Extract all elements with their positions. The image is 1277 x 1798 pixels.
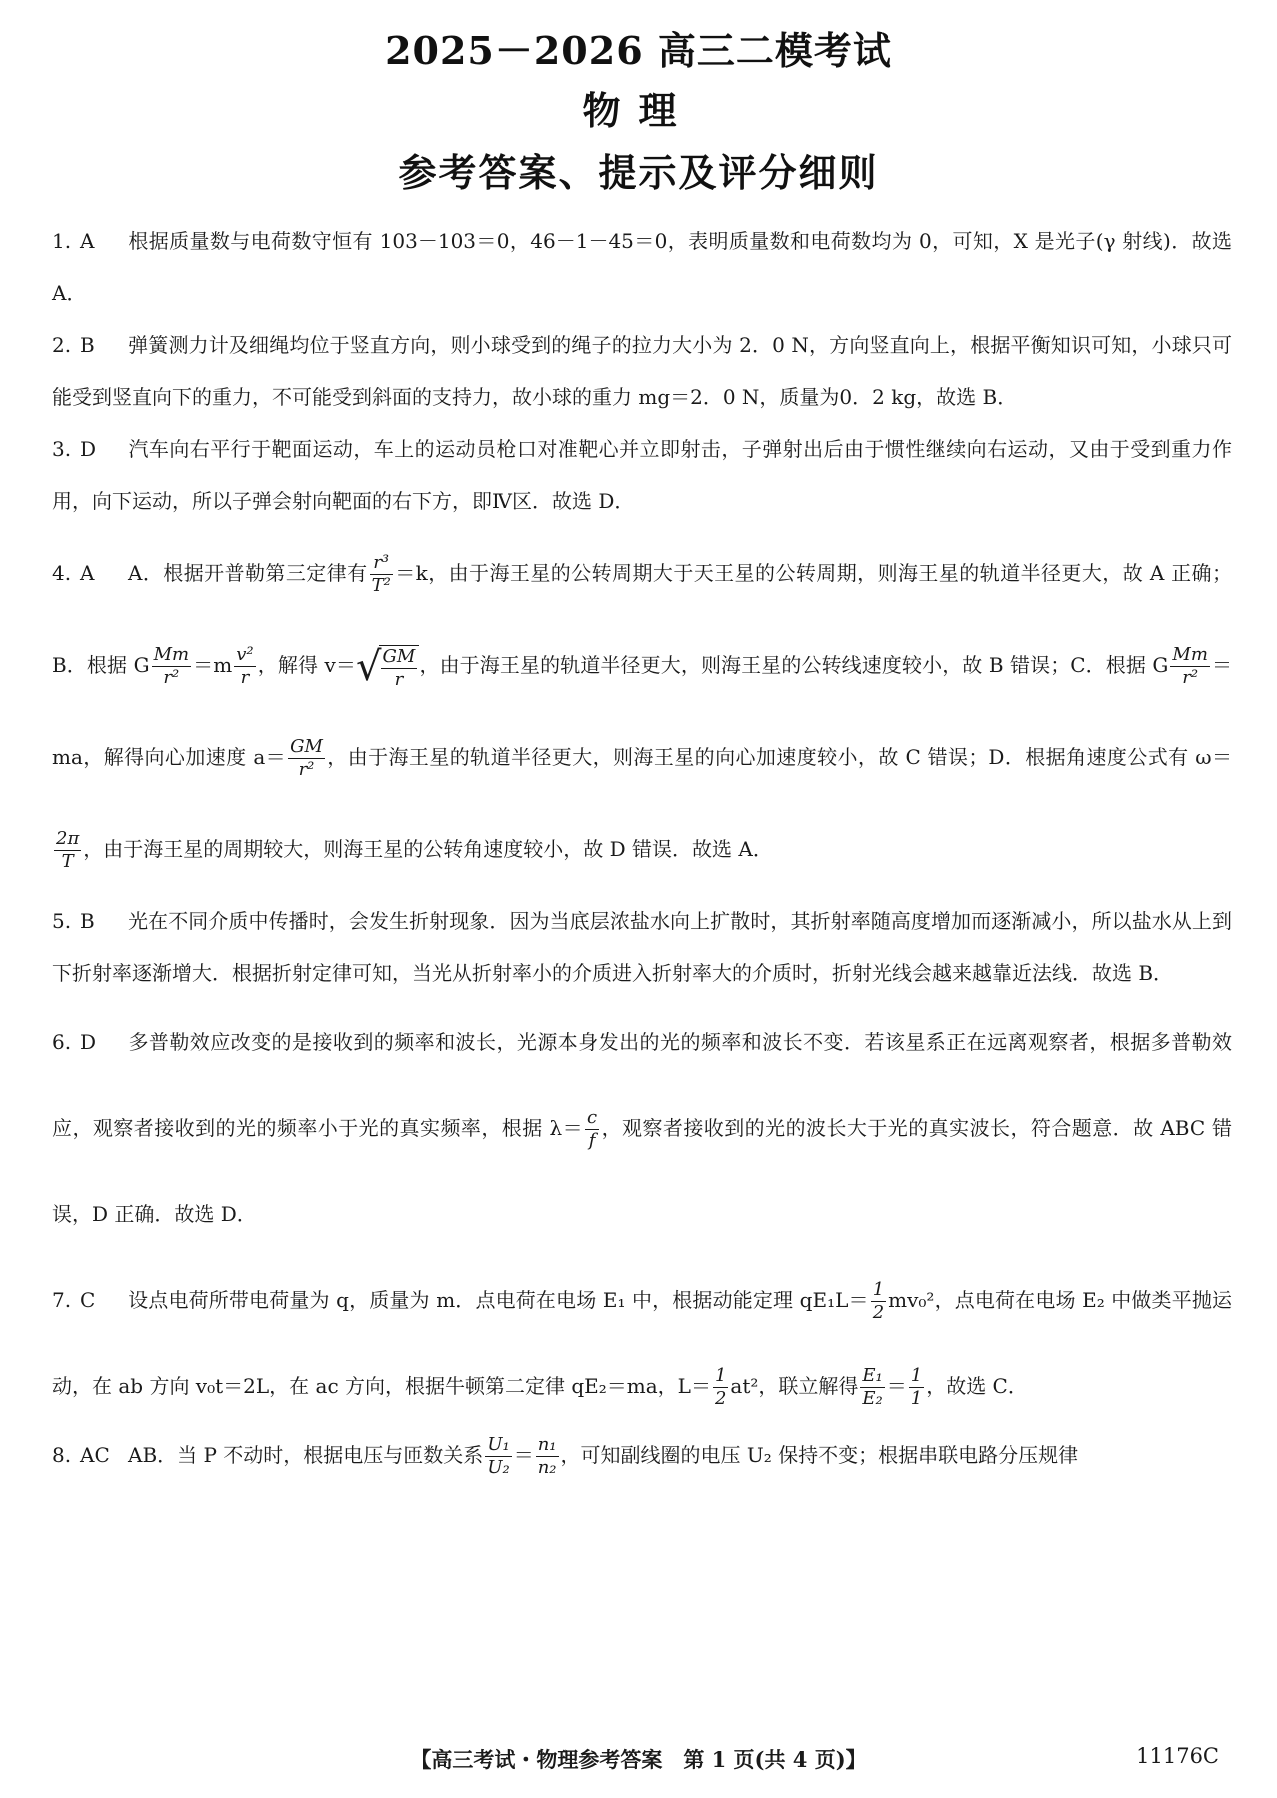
- fraction-denominator: r: [240, 667, 250, 688]
- answer-item-6: [52, 999, 1232, 1257]
- item-number: 3.: [52, 437, 72, 461]
- fraction-numerator: 1: [910, 1365, 923, 1386]
- item-explanation-part: ＝: [886, 1374, 907, 1398]
- item-explanation: 根据质量数与电荷数守恒有 103－103＝0，46－1－45＝0，表明质量数和电荷数均为 0，可知，X 是光子(γ 射线)．故选 A．: [52, 229, 1232, 305]
- fraction-numerator: r³: [370, 554, 393, 575]
- radical-sign-icon: √: [356, 643, 382, 690]
- fraction-numerator: 1: [872, 1279, 885, 1300]
- fraction-denominator: 1: [910, 1388, 923, 1409]
- document-code: 11176C: [1136, 1744, 1219, 1768]
- item-explanation-part: A．根据开普勒第三定律有: [128, 561, 368, 585]
- formula-fraction: [288, 738, 325, 779]
- answer-item-5: [52, 895, 1232, 999]
- fraction-denominator: f: [588, 1130, 596, 1151]
- item-explanation-part: ，可知副线圈的电压 U₂ 保持不变；根据串联电路分压规律: [560, 1443, 1079, 1467]
- fraction-numerator: GM: [382, 645, 416, 667]
- answer-list: [52, 215, 1232, 1481]
- formula-fraction: [860, 1367, 884, 1408]
- formula-fraction: [234, 646, 255, 687]
- fraction-denominator: U₂: [487, 1457, 510, 1478]
- formula-fraction: [871, 1281, 886, 1322]
- item-number: 5.: [52, 909, 72, 933]
- answer-item-2: [52, 319, 1232, 423]
- fraction-denominator: T: [61, 851, 74, 872]
- item-explanation-part: at²，联立解得: [730, 1374, 859, 1398]
- item-explanation-part: ，由于海王星的周期较大，则海王星的公转角速度较小，故 D 错误．故选 A．: [83, 837, 773, 861]
- fraction-numerator: U₁: [487, 1434, 510, 1455]
- item-number: 7.: [52, 1288, 72, 1312]
- fraction-denominator: T²: [371, 575, 391, 596]
- document-title: 参考答案、提示及评分细则: [398, 150, 879, 195]
- fraction-denominator: E₂: [862, 1388, 883, 1409]
- item-answer: B: [80, 909, 95, 933]
- fraction-numerator: c: [587, 1107, 598, 1128]
- fraction-numerator: Mm: [153, 644, 190, 665]
- item-explanation-part: ，由于海王星的轨道半径更大，则海王星的向心加速度较小，故 C 错误；D．根据角速度公式有 ω＝: [326, 745, 1233, 769]
- fraction-denominator: r²: [298, 759, 315, 780]
- item-explanation-part: ＝ma，解得向心加速度 a＝: [52, 653, 1233, 769]
- formula-fraction: [152, 646, 192, 687]
- answer-item-3: [52, 423, 1232, 527]
- item-explanation: 汽车向右平行于靶面运动，车上的运动员枪口对准靶心并立即射击，子弹射出后由于惯性继续向右运动，又由于受到重力作用，向下运动，所以子弹会射向靶面的右下方，即Ⅳ区．故选 D．: [52, 437, 1232, 513]
- item-explanation-part: ，解得 v＝: [257, 653, 357, 677]
- answer-item-4: [52, 527, 1232, 895]
- item-explanation-part: ＝m: [193, 653, 233, 677]
- item-explanation-part: ＝k，由于海王星的公转周期大于天王星的公转周期，则海王星的轨道半径更大，故 A 正确；B．根据 G: [52, 561, 1232, 677]
- subject-title: 物理: [582, 88, 695, 133]
- item-answer: D: [80, 1030, 97, 1054]
- footer-label: 【高三考试・物理参考答案 第 1 页(共 4 页)】: [410, 1747, 867, 1772]
- item-number: 8.: [52, 1443, 72, 1467]
- item-number: 2.: [52, 333, 72, 357]
- item-answer: D: [80, 437, 97, 461]
- formula-fraction: [713, 1367, 728, 1408]
- fraction-numerator: n₁: [537, 1434, 557, 1455]
- item-explanation: 弹簧测力计及细绳均位于竖直方向，则小球受到的绳子的拉力大小为 2．0 N，方向竖直向上，根据平衡知识可知，小球只可能受到竖直向下的重力，不可能受到斜面的支持力，故小球的重力 mg＝2．0 N，质量为0．2 kg，故选 B．: [52, 333, 1232, 409]
- formula-fraction: [370, 554, 393, 595]
- fraction-denominator: r²: [163, 667, 180, 688]
- square-root: [356, 645, 419, 689]
- item-explanation-part: ，由于海王星的轨道半径更大，则海王星的公转线速度较小，故 B 错误；C．根据 G: [419, 653, 1169, 677]
- fraction-denominator: 2: [714, 1388, 727, 1409]
- item-explanation-part: 多普勒效应改变的是接收到的频率和波长，光源本身发出的光的频率和波长不变．若该星系正在远离观察者，根据多普勒效应，观察者接收到的光的频率小于光的真实频率，根据 λ＝: [52, 1030, 1232, 1140]
- item-explanation-part: AB．当 P 不动时，根据电压与匝数关系: [128, 1443, 484, 1467]
- item-answer: A: [80, 561, 95, 585]
- item-number: 4.: [52, 561, 72, 585]
- fraction-numerator: v²: [236, 644, 254, 665]
- answer-item-8: [52, 1429, 1232, 1481]
- fraction-denominator: r: [394, 668, 404, 690]
- item-answer: C: [80, 1288, 96, 1312]
- item-answer: A: [80, 229, 95, 253]
- item-answer: AC: [80, 1443, 110, 1467]
- fraction-numerator: GM: [290, 736, 323, 757]
- formula-fraction: [485, 1436, 511, 1477]
- formula-fraction: [585, 1109, 599, 1150]
- fraction-numerator: E₁: [862, 1365, 883, 1386]
- formula-fraction: [54, 830, 81, 871]
- formula-fraction: [536, 1436, 559, 1477]
- item-answer: B: [80, 333, 95, 357]
- formula-fraction: [909, 1367, 924, 1408]
- answer-item-7: [52, 1257, 1232, 1429]
- fraction-numerator: 1: [714, 1365, 727, 1386]
- fraction-denominator: n₂: [537, 1457, 557, 1478]
- formula-fraction: [1170, 646, 1210, 687]
- fraction-numerator: 2π: [56, 828, 80, 849]
- item-number: 6.: [52, 1030, 72, 1054]
- radicand: [379, 645, 420, 689]
- item-explanation-part: ，观察者接收到的光的波长大于光的真实波长，符合题意．故 ABC 错误，D 正确．故选 D．: [52, 1116, 1232, 1226]
- item-explanation-part: ，故选 C．: [926, 1374, 1028, 1398]
- fraction-denominator: 2: [872, 1302, 885, 1323]
- fraction-denominator: r²: [1182, 667, 1199, 688]
- item-number: 1.: [52, 229, 72, 253]
- item-explanation: 光在不同介质中传播时，会发生折射现象．因为当底层浓盐水向上扩散时，其折射率随高度增加而逐渐减小，所以盐水从上到下折射率逐渐增大．根据折射定律可知，当光从折射率小的介质进入折射率大的介质时，折射光线会越来越靠近法线．故选 B．: [52, 909, 1232, 985]
- item-explanation-part: mv₀²，点电荷在电场 E₂ 中做类平抛运动，在 ab 方向 v₀t＝2L，在 ac 方向，根据牛顿第二定律 qE₂＝ma，L＝: [52, 1288, 1233, 1398]
- answer-item-1: [52, 215, 1232, 319]
- exam-title: 2025－2026 高三二模考试: [385, 28, 892, 73]
- item-explanation-part: ＝: [513, 1443, 534, 1467]
- fraction-numerator: Mm: [1172, 644, 1208, 665]
- formula-fraction: [381, 645, 418, 690]
- item-explanation-part: 设点电荷所带电荷量为 q，质量为 m．点电荷在电场 E₁ 中，根据动能定理 qE₁L＝: [128, 1288, 869, 1312]
